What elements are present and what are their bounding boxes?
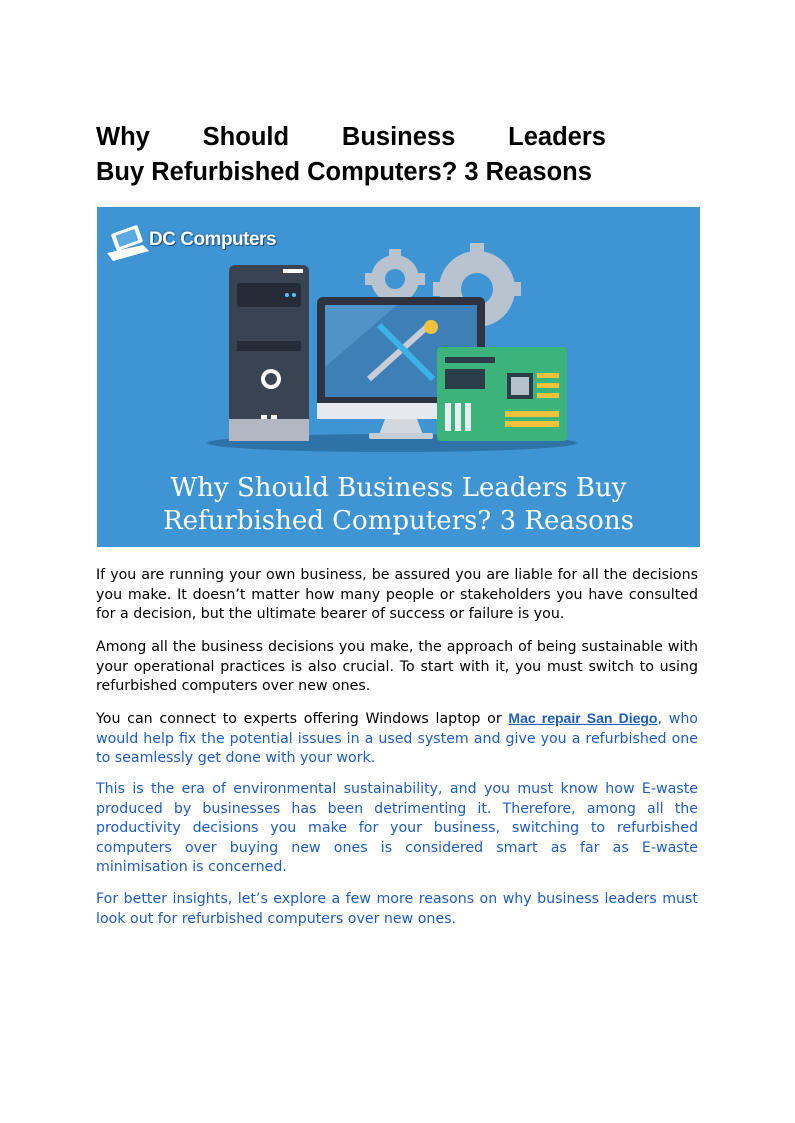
- mac-repair-link[interactable]: Mac repair San Diego: [508, 710, 658, 726]
- title-word: Business: [341, 123, 456, 151]
- paragraph-4: This is the era of environmental sustainability, and you must know how E-waste produced by businesses has been detrimenting it. Therefore, among all the productivity decisions you make for your business, switching to refurbished computers over buying new ones is considered smart as far as E-waste minimisation is concerned.: [96, 781, 698, 875]
- hero-image: [97, 207, 700, 547]
- title-word: Should: [202, 123, 290, 151]
- paragraph-3-end: , who would help fix the potential issues in a used system and give you a refurbished one to seamlessly get done with your work.: [96, 711, 698, 766]
- brand-logo: DC Computers: [149, 229, 277, 250]
- motherboard-icon: [437, 347, 567, 441]
- title-line-2: Buy Refurbished Computers? 3 Reasons: [96, 158, 592, 186]
- title-word: Leaders: [508, 123, 606, 151]
- computer-tower-icon: [229, 265, 309, 441]
- title-word: Why: [96, 123, 150, 151]
- paragraph-3: [96, 709, 698, 769]
- laptop-logo-icon: [107, 225, 149, 261]
- hero-caption-line-1: Why Should Business Leaders Buy: [170, 473, 627, 503]
- page-title: [96, 120, 606, 190]
- paragraph-5: For better insights, let’s explore a few more reasons on why business leaders must look out for refurbished computers over new ones.: [96, 891, 698, 927]
- paragraph-2: Among all the business decisions you make, the approach of being sustainable with your operational practices is also crucial. To start with it, you must switch to using refurbished computers over new ones.: [96, 639, 698, 694]
- title-line-1: [96, 120, 606, 155]
- paragraph-1: If you are running your own business, be assured you are liable for all the decisions you make. It doesn’t matter how many people or stakeholders you have consulted for a decision, but the ultimate bearer of success or failure is you.: [96, 567, 698, 622]
- paragraph-3-start: You can connect to experts offering Windows laptop or: [96, 711, 509, 727]
- hero-caption-line-2: Refurbished Computers? 3 Reasons: [163, 506, 634, 536]
